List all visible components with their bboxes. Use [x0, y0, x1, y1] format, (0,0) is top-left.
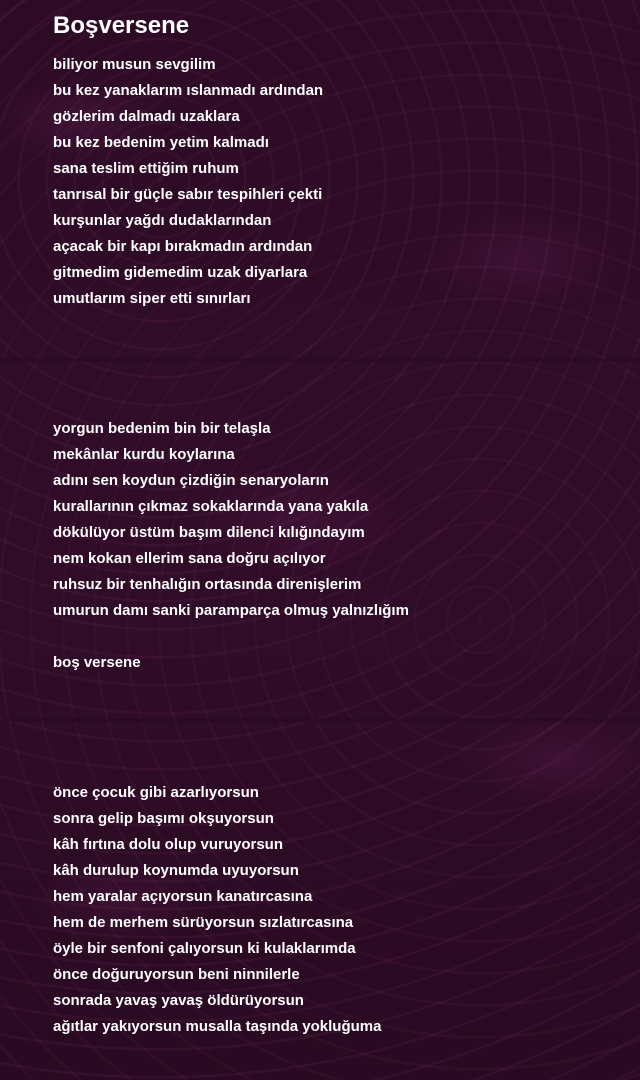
stanza-2 [53, 416, 613, 624]
stanza-3 [53, 650, 613, 676]
stanza-gap [53, 702, 613, 728]
poem-line: bu kez yanaklarım ıslanmadı ardından [53, 82, 324, 99]
poem-line: öyle bir senfoni çalıyorsun ki kulaklarımda [53, 940, 356, 957]
stanza-4 [53, 780, 613, 1040]
stanza-gap [53, 364, 613, 390]
poem-title: Boşversene [53, 12, 190, 39]
poem-line: kâh durulup koynumda uyuyorsun [53, 862, 299, 879]
poem-body [53, 52, 613, 1040]
poem-line: umutlarım siper etti sınırları [53, 290, 251, 307]
poem-line: hem de merhem sürüyorsun sızlatırcasına [53, 914, 354, 931]
poem-line: gitmedim gidemedim uzak diyarlara [53, 264, 308, 281]
poem-line: önce doğuruyorsun beni ninnilerle [53, 966, 300, 983]
stanza-gap [53, 676, 613, 702]
poem-line: sana teslim ettiğim ruhum [53, 160, 239, 177]
stanza-gap [53, 312, 613, 338]
poem-line: dökülüyor üstüm başım dilenci kılığındayım [53, 524, 365, 541]
poem-line: önce çocuk gibi azarlıyorsun [53, 784, 259, 801]
poem-line: sonrada yavaş yavaş öldürüyorsun [53, 992, 304, 1009]
poem-line: ağıtlar yakıyorsun musalla taşında yokluğuma [53, 1018, 382, 1035]
poem-line: kâh fırtına dolu olup vuruyorsun [53, 836, 284, 853]
poem-line: kurşunlar yağdı dudaklarından [53, 212, 272, 229]
poem-line: açacak bir kapı bırakmadın ardından [53, 238, 313, 255]
poem-line: kurallarının çıkmaz sokaklarında yana yakıla [53, 498, 369, 515]
poem-line: tanrısal bir güçle sabır tespihleri çekti [53, 186, 323, 203]
stanza-gap [53, 624, 613, 650]
poem-line: bu kez bedenim yetim kalmadı [53, 134, 269, 151]
poem-line: biliyor musun sevgilim [53, 56, 216, 73]
poem-line: mekânlar kurdu koylarına [53, 446, 235, 463]
poem-line: boş versene [53, 654, 141, 671]
stanza-gap [53, 728, 613, 754]
poem-line: gözlerim dalmadı uzaklara [53, 108, 240, 125]
poem-line: nem kokan ellerim sana doğru açılıyor [53, 550, 326, 567]
stanza-gap [53, 338, 613, 364]
stanza-gap [53, 390, 613, 416]
poem-line: sonra gelip başımı okşuyorsun [53, 810, 274, 827]
stanza-1 [53, 52, 613, 312]
poem-line: adını sen koydun çizdiğin senaryoların [53, 472, 329, 489]
poem-line: hem yaralar açıyorsun kanatırcasına [53, 888, 313, 905]
poem-line: yorgun bedenim bin bir telaşla [53, 420, 271, 437]
poem-line: ruhsuz bir tenhalığın ortasında direnişlerim [53, 576, 362, 593]
stanza-gap [53, 754, 613, 780]
poem-line: umurun damı sanki paramparça olmuş yalnızlığım [53, 602, 409, 619]
